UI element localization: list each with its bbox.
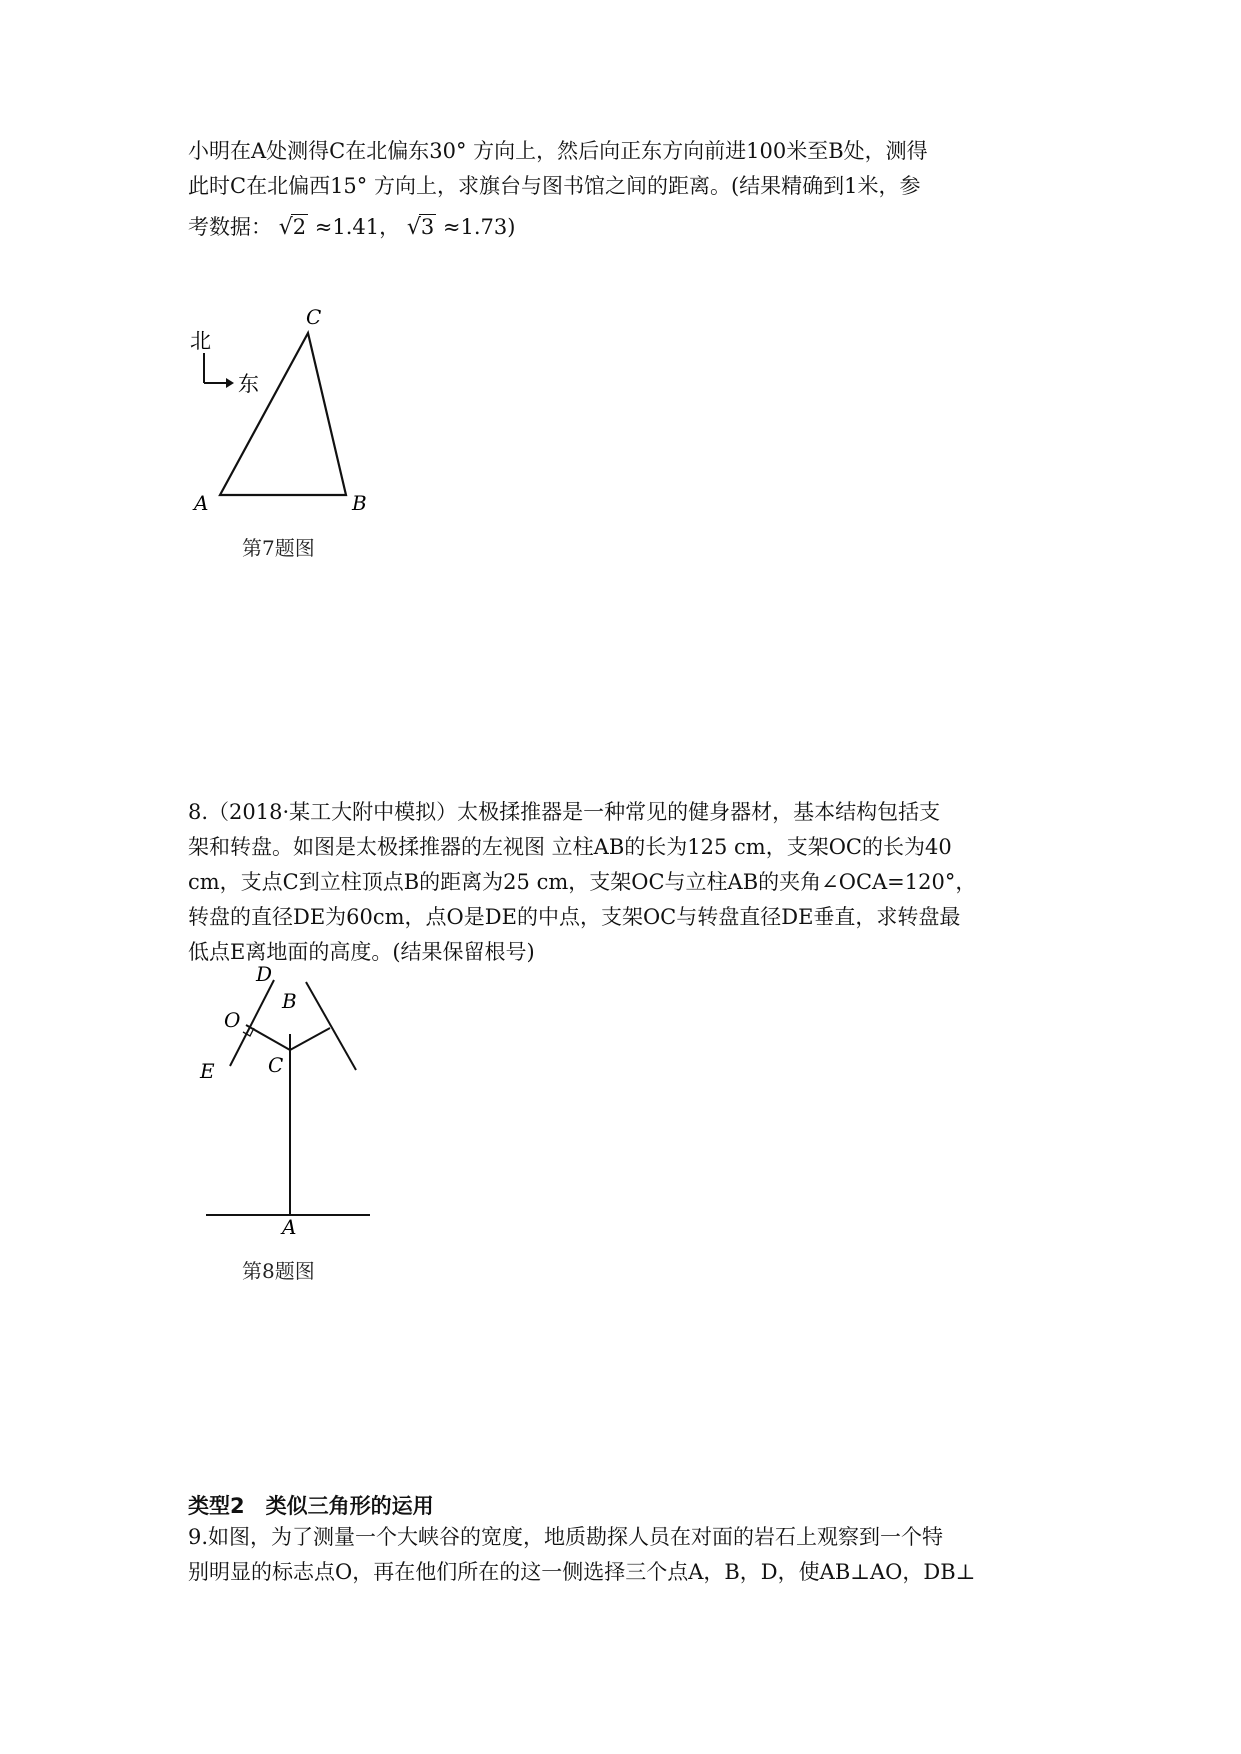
- point-o-label: O: [224, 1008, 241, 1032]
- vertex-c-label: C: [306, 305, 322, 329]
- vertex-a-label: A: [194, 491, 209, 515]
- figure-8: [190, 960, 390, 1239]
- point-e-label: E: [200, 1059, 215, 1083]
- problem-7-line-3: [188, 210, 1068, 245]
- figure-7: [190, 305, 390, 534]
- problem-8-line-4: 转盘的直径DE为60cm，点O是DE的中点，支架OC与转盘直径DE垂直，求转盘最: [188, 905, 961, 929]
- figure-8-caption: 第8题图: [242, 1259, 315, 1283]
- section-heading: 类型2 类似三角形的运用: [188, 1494, 434, 1518]
- figure-8-diagram: [190, 960, 390, 1235]
- right-disk: [306, 982, 356, 1070]
- point-a-label: A: [282, 1215, 297, 1235]
- point-b-label: B: [282, 989, 297, 1013]
- problem-8-line-5: 低点E离地面的高度。(结果保留根号): [188, 940, 535, 964]
- problem-7-line-1: 小明在A处测得C在北偏东30° 方向上，然后向正东方向前进100米至B处，测得: [188, 139, 928, 163]
- north-label: 北: [190, 329, 211, 353]
- problem-9-line-2: 别明显的标志点O，再在他们所在的这一侧选择三个点A，B，D，使AB⊥AO，DB⊥: [188, 1560, 976, 1584]
- sqrt-3-approximation: ≈1.73): [442, 215, 516, 239]
- sqrt-2-expression: [279, 210, 308, 245]
- problem-8-line-1: 8.（2018·某工大附中模拟）太极揉推器是一种常见的健身器材，基本结构包括支: [188, 800, 941, 824]
- sqrt-2-approximation: ≈1.41，: [314, 215, 401, 239]
- reference-data-label: 考数据：: [188, 215, 272, 239]
- right-bracket: [290, 1028, 330, 1050]
- east-arrow-icon: [226, 378, 234, 388]
- problem-7-line-2: 此时C在北偏西15° 方向上，求旗台与图书馆之间的距离。(结果精确到1米，参: [188, 174, 921, 198]
- east-label: 东: [238, 372, 259, 396]
- sqrt-3-radicand: 3: [420, 215, 435, 239]
- figure-7-caption: 第7题图: [242, 536, 315, 560]
- vertex-b-label: B: [352, 491, 367, 515]
- bracket-oc: [246, 1025, 290, 1050]
- radical-sign-icon: √: [406, 215, 421, 240]
- triangle-abc: [220, 333, 346, 495]
- point-d-label: D: [256, 962, 273, 986]
- radical-sign-icon: √: [278, 215, 293, 240]
- problem-8-text: [188, 795, 1068, 970]
- problem-8-line-2: 架和转盘。如图是太极揉推器的左视图 立柱AB的长为125 cm，支架OC的长为40: [188, 835, 952, 859]
- problem-9-text: [188, 1520, 1068, 1590]
- figure-7-diagram: [190, 305, 390, 530]
- problem-7-text: [188, 134, 1068, 245]
- point-c-label: C: [268, 1053, 284, 1077]
- sqrt-3-expression: [407, 210, 436, 245]
- sqrt-2-radicand: 2: [292, 215, 307, 239]
- problem-8-line-3: cm，支点C到立柱顶点B的距离为25 cm，支架OC与立柱AB的夹角∠OCA=120°，: [188, 870, 977, 894]
- problem-9-line-1: 9.如图，为了测量一个大峡谷的宽度，地质勘探人员在对面的岩石上观察到一个特: [188, 1525, 944, 1549]
